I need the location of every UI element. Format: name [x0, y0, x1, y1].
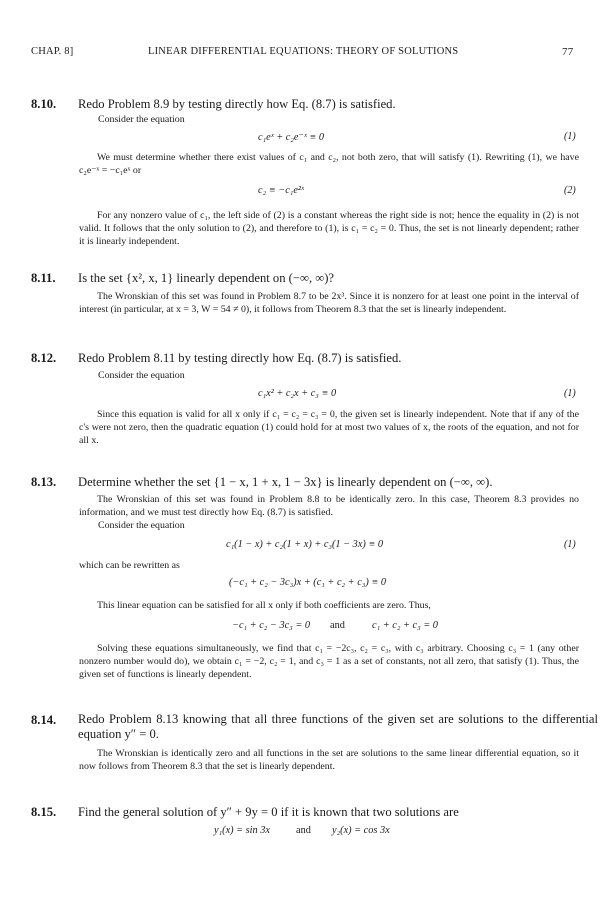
paragraph: The Wronskian of this set was found in Problem 8.8 to be identically zero. In this case, Theorem 8.3 provides no information, and we must test directly how Eq. (8.7) is satisfied.	[79, 494, 579, 518]
running-header-chapter: CHAP. 8]	[31, 46, 74, 57]
paragraph: Consider the equation	[98, 370, 185, 381]
paragraph: Since this equation is valid for all x only if c₁ = c₂ = c₃ = 0, the given set is linearly independent. Note that if any of the c's were not zero, then the quadratic equation (1) could hold for at most two values of x, the roots of the equation, and not for all x.	[79, 409, 579, 446]
problem-8-10-intro: Consider the equation	[98, 114, 185, 125]
equation: y₁(x) = sin 3x	[214, 825, 270, 836]
equation: c₁ + c₂ + c₃ = 0	[372, 620, 438, 631]
equation-number: (1)	[564, 388, 576, 399]
conjunction: and	[296, 825, 311, 836]
equation: c₁eˣ + c₂e⁻ˣ ≡ 0	[258, 132, 325, 143]
equation-number: (1)	[564, 539, 576, 550]
page-number: 77	[562, 46, 574, 58]
problem-title: Determine whether the set {1 − x, 1 + x, 1 − 3x} is linearly dependent on (−∞, ∞).	[78, 475, 493, 489]
problem-title: Find the general solution of y″ + 9y = 0 if it is known that two solutions are	[78, 805, 459, 819]
equation: y₂(x) = cos 3x	[332, 825, 390, 836]
problem-title: Redo Problem 8.11 by testing directly how Eq. (8.7) is satisfied.	[78, 351, 402, 365]
equation: c₁x² + c₂x + c₃ ≡ 0	[258, 388, 337, 399]
equation: −c₁ + c₂ − 3c₃ = 0	[232, 620, 310, 631]
problem-number: 8.14.	[31, 713, 57, 727]
problem-number: 8.10.	[31, 97, 57, 111]
problem-number: 8.15.	[31, 805, 57, 819]
problem-number: 8.12.	[31, 351, 57, 365]
problem-number: 8.11.	[31, 271, 56, 285]
problem-number: 8.13.	[31, 475, 57, 489]
paragraph: Solving these equations simultaneously, we find that c₁ = −2c₃, c₂ = c₃, with c₃ arbitrary. Choosing c₃ = 1 (any other nonzero number would do), we obtain c₁ = −2, c₂ = 1, and c₃ = 1 as a set of constants, not all zero, that satisfy (1). Thus, the given set of functions is linearly dependent.	[79, 643, 579, 680]
conjunction: and	[330, 620, 345, 631]
paragraph: The Wronskian is identically zero and all functions in the set are solutions to the same linear differential equation, so it now follows from Theorem 8.3 that the set is linearly dependent.	[79, 748, 579, 772]
equation: (−c₁ + c₂ − 3c₃)x + (c₁ + c₂ + c₃) ≡ 0	[229, 577, 387, 588]
equation-number: (1)	[564, 131, 576, 142]
paragraph: Consider the equation	[98, 520, 185, 531]
problem-title: Redo Problem 8.9 by testing directly how Eq. (8.7) is satisfied.	[78, 97, 396, 111]
paragraph: We must determine whether there exist values of c₁ and c₂, not both zero, that will satisfy (1). Rewriting (1), we have c₂e⁻ˣ = −c₁eˣ or	[79, 152, 579, 176]
paragraph: This linear equation can be satisfied for all x only if both coefficients are zero. Thus,	[97, 600, 431, 611]
problem-title: Is the set {x², x, 1} linearly dependent on (−∞, ∞)?	[78, 271, 335, 285]
problem-title: Redo Problem 8.13 knowing that all three functions of the given set are solutions to the differential equation y″ = 0.	[78, 712, 598, 741]
equation: c₁(1 − x) + c₂(1 + x) + c₃(1 − 3x) ≡ 0	[226, 539, 384, 550]
equation-number: (2)	[564, 185, 576, 196]
paragraph: which can be rewritten as	[79, 560, 180, 571]
paragraph: The Wronskian of this set was found in Problem 8.7 to be 2x³. Since it is nonzero for at least one point in the interval of interest (in particular, at x = 3, W = 54 ≠ 0), it follows from Theorem 8.3 that the set is linearly independent.	[79, 291, 579, 315]
running-header-title: LINEAR DIFFERENTIAL EQUATIONS: THEORY OF SOLUTIONS	[148, 46, 459, 57]
equation: c₂ ≡ −c₁e²ˣ	[258, 185, 304, 196]
paragraph: For any nonzero value of c₁, the left side of (2) is a constant whereas the right side is not; hence the equality in (2) is not valid. It follows that the only solution to (2), and therefore to (1), is c₁ = c₂ = 0. Thus, the set is not linearly dependent; rather it is linearly independent.	[79, 210, 579, 247]
